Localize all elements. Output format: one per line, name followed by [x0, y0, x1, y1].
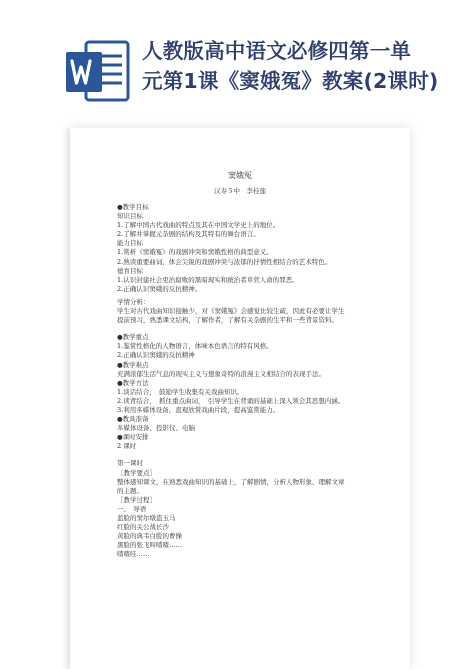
document-body	[117, 203, 382, 559]
sub-heading: 能力目标	[117, 239, 143, 248]
text-line: 一、 导语	[117, 504, 147, 513]
text-line: 蓝脸的窦尔墩盗玉马	[117, 514, 176, 522]
text-line: 充满浓郁生活气息的现实主义与想象奇特的浪漫主义相结合的表现手法。	[117, 369, 325, 378]
page-shadow	[62, 128, 70, 669]
section-heading: ●教具准备	[117, 415, 149, 424]
text-line: 1.谈话结合， 鼓励学生收集有关戏曲知识。	[117, 387, 244, 396]
text-line: 2.读背结合， 抓住重点曲词， 引导学生在背诵的基础上深入领会其思想内涵。	[117, 396, 345, 405]
text-line: 2 课时	[117, 442, 137, 451]
page-title	[142, 36, 462, 96]
section-heading: ●课时安排	[117, 433, 149, 442]
text-line: ［教学过程］	[117, 495, 156, 504]
text-line: 整体感知课文，在熟悉戏曲知识的基础上，了解剧情，分析人物形象、理解文章	[117, 477, 345, 486]
text-line: 2.熟读重要曲词，体会尖锐的戏剧冲突与浓郁的抒情性相结合的艺术特色。	[117, 257, 332, 266]
sub-heading: 德育目标	[117, 266, 143, 275]
section-heading: ●教学重点	[117, 333, 149, 342]
header-banner	[0, 0, 474, 128]
text-line: 的主题。	[117, 486, 143, 495]
text-line: ［教学要点］	[117, 468, 156, 477]
text-line: 1.认识封建社会吏治腐败的黑暗现实和统治者草菅人命的罪恶。	[117, 275, 299, 284]
text-line: 1.鉴赏性格化的人物语言，体味本色语言的特有风格。	[117, 342, 273, 351]
document-title: 窦娥冤	[228, 171, 252, 180]
text-line: 2.了解并掌握元杂剧的结构及其特有的舞台语言。	[117, 230, 260, 239]
text-line: 黄脸的典韦白脸的曹操	[117, 532, 182, 541]
section-heading: ●教学目标	[117, 203, 149, 211]
text-line: 红脸的关公战长沙	[117, 523, 169, 532]
word-doc-icon	[62, 36, 134, 108]
section-heading: 学情分析：	[117, 297, 150, 306]
section-heading: ●教学方法	[117, 378, 149, 387]
text-line: 1.赏析《窦娥冤》的戏剧冲突和窦娥性格的典型意义。	[117, 248, 273, 257]
text-line: 3.利用多媒体设备，直观欣赏戏曲片段，提高鉴赏能力。	[117, 405, 280, 414]
text-line: 提前预习，熟悉课文结构，了解作者，了解有关杂剧的生平和一些背景资料。	[117, 316, 338, 325]
section-heading: ●教学难点	[117, 360, 149, 369]
text-line: 学生对古代戏曲知识接触少，对《窦娥冤》会感觉比较生疏，因此有必要让学生	[117, 307, 345, 316]
text-line: 2.正确认识窦娥的反抗精神	[117, 351, 195, 360]
text-line: 喳喳哇……	[117, 550, 150, 559]
text-line: 2.正确认识窦娥的反抗精神。	[117, 284, 202, 293]
page-title-line-1: 人教版高中语文必修四第一单	[142, 39, 412, 63]
text-line: 黑脸的张飞叫喳喳……	[117, 541, 182, 550]
text-line: 多媒体设备、投影仪、电脑	[117, 424, 195, 433]
sub-heading: 第一课时	[117, 459, 143, 468]
text-line: 1.了解中国古代戏曲的特点及其在中国文学史上的地位。	[117, 221, 280, 230]
sub-heading: 知识目标	[117, 212, 143, 221]
page-title-line-2: 元第1课《窦娥冤》教案(2课时)	[142, 69, 439, 93]
document-author: 汉寿５中 李桂莲	[214, 187, 266, 195]
